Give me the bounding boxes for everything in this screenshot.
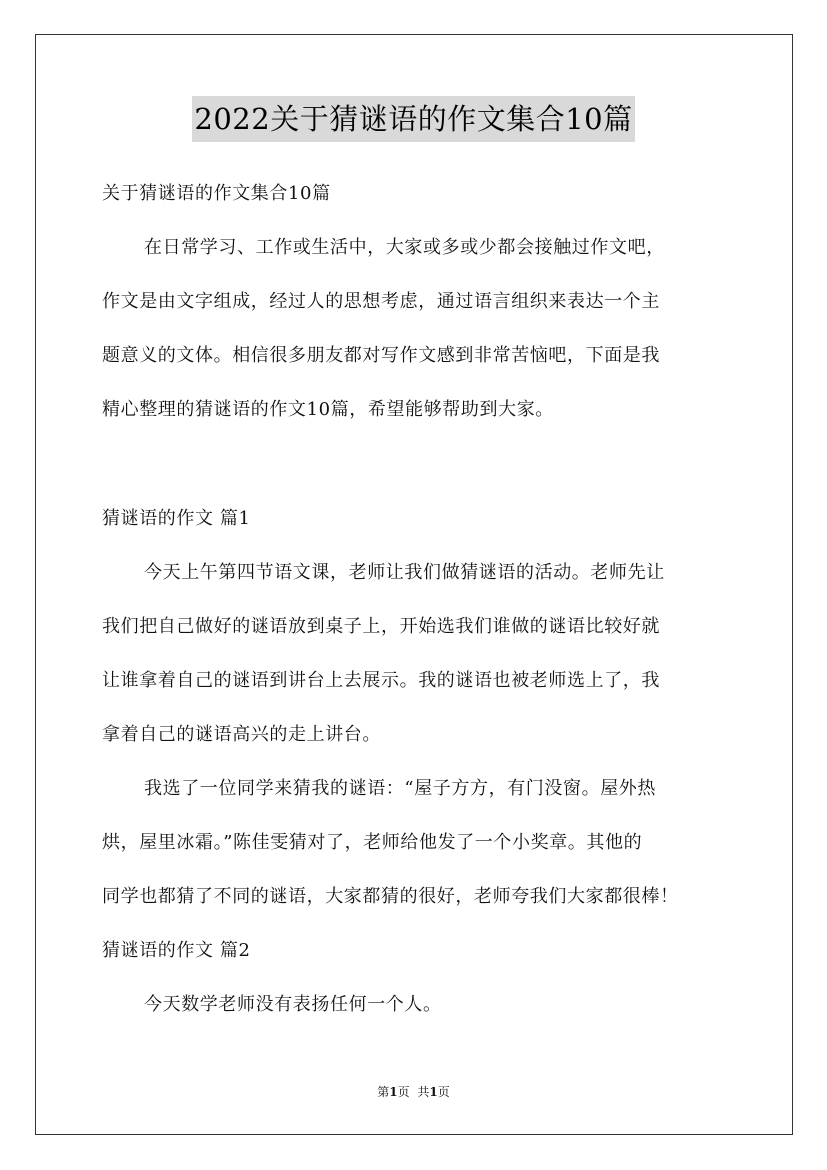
section1-para2-line-1: 我选了一位同学来猜我的谜语：“屋子方方，有门没窗。屋外热 [144, 778, 656, 799]
section1-para2-line-2: 烘，屋里冰霜。”陈佳雯猜对了，老师给他发了一个小奖章。其他的 [102, 832, 643, 853]
intro-line-1: 在日常学习、工作或生活中，大家或多或少都会接触过作文吧， [144, 237, 665, 258]
footer-total-prefix: 共 [417, 1085, 430, 1099]
section2-heading: 猜谜语的作文 篇2 [102, 940, 251, 961]
intro-line-4: 精心整理的猜谜语的作文10篇，希望能够帮助到大家。 [102, 399, 554, 420]
section1-heading: 猜谜语的作文 篇1 [102, 508, 251, 529]
intro-line-2: 作文是由文字组成，经过人的思想考虑，通过语言组织来表达一个主 [102, 291, 660, 312]
title-container [0, 96, 827, 142]
section1-para2-line-3: 同学也都猜了不同的谜语，大家都猜的很好，老师夸我们大家都很棒！ [102, 886, 679, 907]
section1-para1-line-3: 让谁拿着自己的谜语到讲台上去展示。我的谜语也被老师选上了，我 [102, 670, 660, 691]
intro-line-3: 题意义的文体。相信很多朋友都对写作文感到非常苦恼吧，下面是我 [102, 345, 660, 366]
footer-page-number: 1 [389, 1085, 398, 1099]
document-subtitle: 关于猜谜语的作文集合10篇 [102, 183, 331, 204]
document-title: 2022关于猜谜语的作文集合10篇 [192, 96, 634, 142]
section2-para1-line-1: 今天数学老师没有表扬任何一个人。 [144, 994, 442, 1015]
footer-page-prefix: 第 [377, 1085, 390, 1099]
section1-para1-line-1: 今天上午第四节语文课，老师让我们做猜谜语的活动。老师先让 [144, 562, 665, 583]
section1-para1-line-4: 拿着自己的谜语高兴的走上讲台。 [102, 724, 381, 745]
footer-total-suffix: 页 [437, 1085, 450, 1099]
footer-page-suffix: 页 [397, 1085, 410, 1099]
page-footer [0, 1083, 827, 1100]
footer-total-number: 1 [429, 1085, 438, 1099]
section1-para1-line-2: 我们把自己做好的谜语放到桌子上，开始选我们谁做的谜语比较好就 [102, 616, 660, 637]
